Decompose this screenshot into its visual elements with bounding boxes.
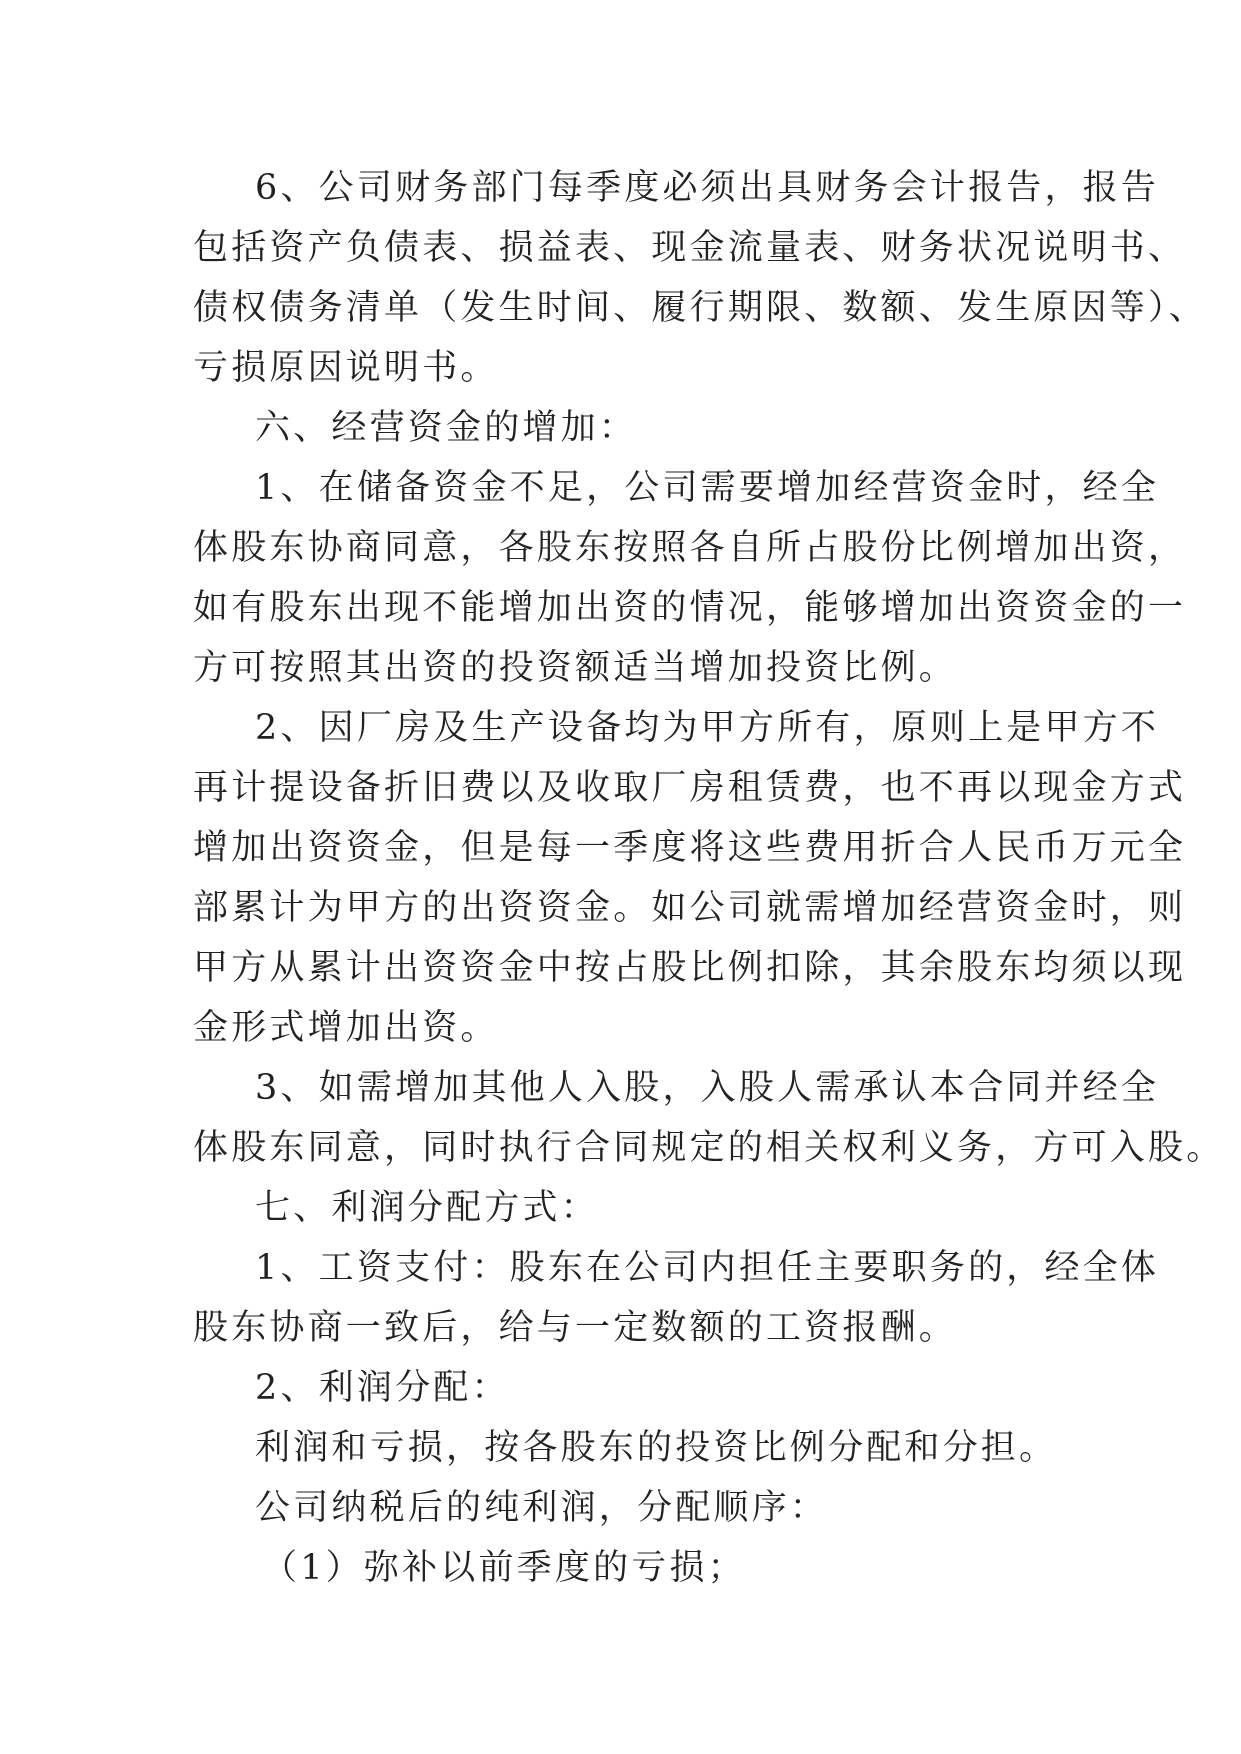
clause-1-line-2: 体股东协商同意，各股东按照各自所占股份比例增加出资， [193,528,1187,568]
section-7-heading: 七、利润分配方式： [255,1188,599,1228]
clause-3-line-2: 体股东同意，同时执行合同规定的相关权利义务，方可入股。 [193,1128,1225,1168]
distribution-order-intro: 公司纳税后的纯利润，分配顺序： [255,1488,829,1528]
clause-1-line-1: 1、在储备资金不足，公司需要增加经营资金时，经全 [255,468,1160,508]
clause-1-line-3: 如有股东出现不能增加出资的情况，能够增加出资资金的一 [193,588,1187,628]
clause-2-line-3: 增加出资资金，但是每一季度将这些费用折合人民币万元全 [193,828,1187,868]
clause-3-line-1: 3、如需增加其他人入股，入股人需承认本合同并经全 [255,1068,1160,1108]
salary-clause-line-2: 股东协商一致后，给与一定数额的工资报酬。 [193,1308,958,1348]
paragraph-6-line-3: 债权债务清单（发生时间、履行期限、数额、发生原因等）、 [193,288,1207,328]
distribution-order-item-1: （1）弥补以前季度的亏损； [262,1548,746,1588]
profit-distribution-heading: 2、利润分配： [255,1368,510,1408]
clause-2-line-1: 2、因厂房及生产设备均为甲方所有，原则上是甲方不 [255,708,1160,748]
paragraph-6-line-4: 亏损原因说明书。 [193,348,499,388]
section-6-heading: 六、经营资金的增加： [255,408,638,448]
profit-loss-sharing: 利润和亏损，按各股东的投资比例分配和分担。 [255,1428,1058,1468]
clause-2-line-6: 金形式增加出资。 [193,1008,499,1048]
clause-2-line-2: 再计提设备折旧费以及收取厂房租赁费，也不再以现金方式 [193,768,1187,808]
salary-clause-line-1: 1、工资支付：股东在公司内担任主要职务的，经全体 [255,1248,1160,1288]
paragraph-6-line-1: 6、公司财务部门每季度必须出具财务会计报告，报告 [255,168,1160,208]
clause-2-line-4: 部累计为甲方的出资资金。如公司就需增加经营资金时，则 [193,888,1187,928]
paragraph-6-line-2: 包括资产负债表、损益表、现金流量表、财务状况说明书、 [193,228,1187,268]
clause-2-line-5: 甲方从累计出资资金中按占股比例扣除，其余股东均须以现 [193,948,1187,988]
clause-1-line-4: 方可按照其出资的投资额适当增加投资比例。 [193,648,958,688]
